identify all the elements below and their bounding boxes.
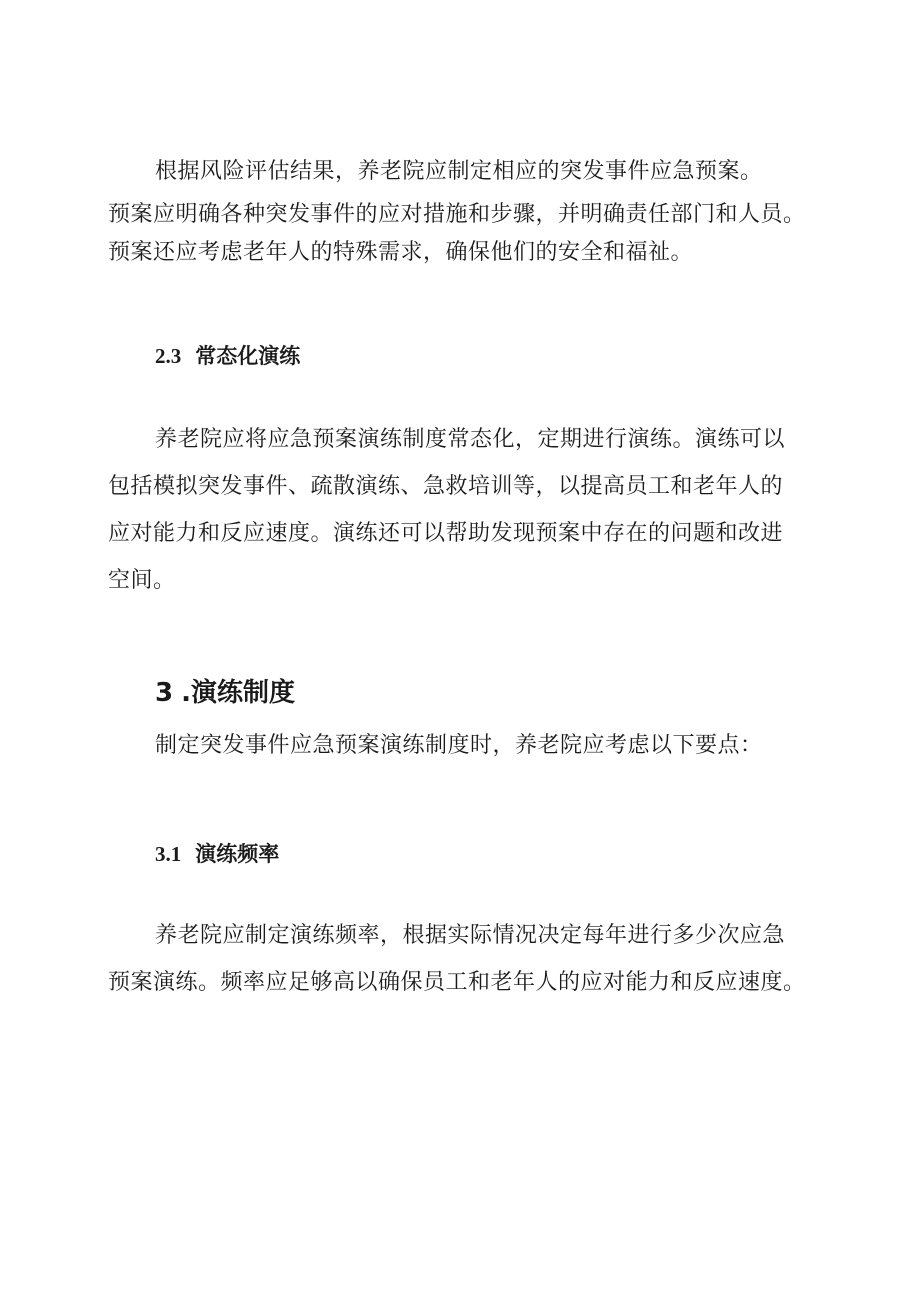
paragraph-line: 应对能力和反应速度。演练还可以帮助发现预案中存在的问题和改进: [108, 521, 784, 546]
paragraph-line: 根据风险评估结果，养老院应制定相应的突发事件应急预案。: [155, 159, 763, 184]
section-heading-3: [155, 672, 295, 709]
paragraph-line: 包括模拟突发事件、疏散演练、急救培训等，以提高员工和老年人的: [108, 474, 784, 499]
section-title: 演练频率: [195, 842, 280, 866]
section-heading-2-3: [155, 340, 300, 370]
paragraph-line: 养老院应将应急预案演练制度常态化，定期进行演练。演练可以: [155, 427, 786, 452]
section-title: .演练制度: [181, 678, 295, 708]
paragraph-line: 制定突发事件应急预案演练制度时，养老院应考虑以下要点：: [155, 733, 763, 758]
section-heading-3-1: [155, 838, 279, 868]
paragraph-plan-requirements: [0, 196, 806, 272]
paragraph-line: 预案还应考虑老年人的特殊需求，确保他们的安全和福祉。: [108, 240, 694, 265]
paragraph-line: 养老院应制定演练频率，根据实际情况决定每年进行多少次应急: [155, 923, 786, 948]
section-number: 2.3: [155, 344, 182, 368]
section-number: 3: [155, 678, 174, 708]
paragraph-risk-assessment: [0, 150, 763, 194]
paragraph-line: 空间。: [108, 568, 176, 593]
paragraph-drill-frequency: [0, 912, 806, 1006]
paragraph-regular-drills: [0, 416, 785, 604]
section-number: 3.1: [155, 842, 182, 866]
paragraph-line: 预案应明确各种突发事件的应对措施和步骤，并明确责任部门和人员。: [108, 202, 806, 227]
paragraph-line: 预案演练。频率应足够高以确保员工和老年人的应对能力和反应速度。: [108, 970, 806, 995]
paragraph-drill-system-intro: [0, 724, 763, 768]
section-title: 常态化演练: [195, 344, 301, 368]
